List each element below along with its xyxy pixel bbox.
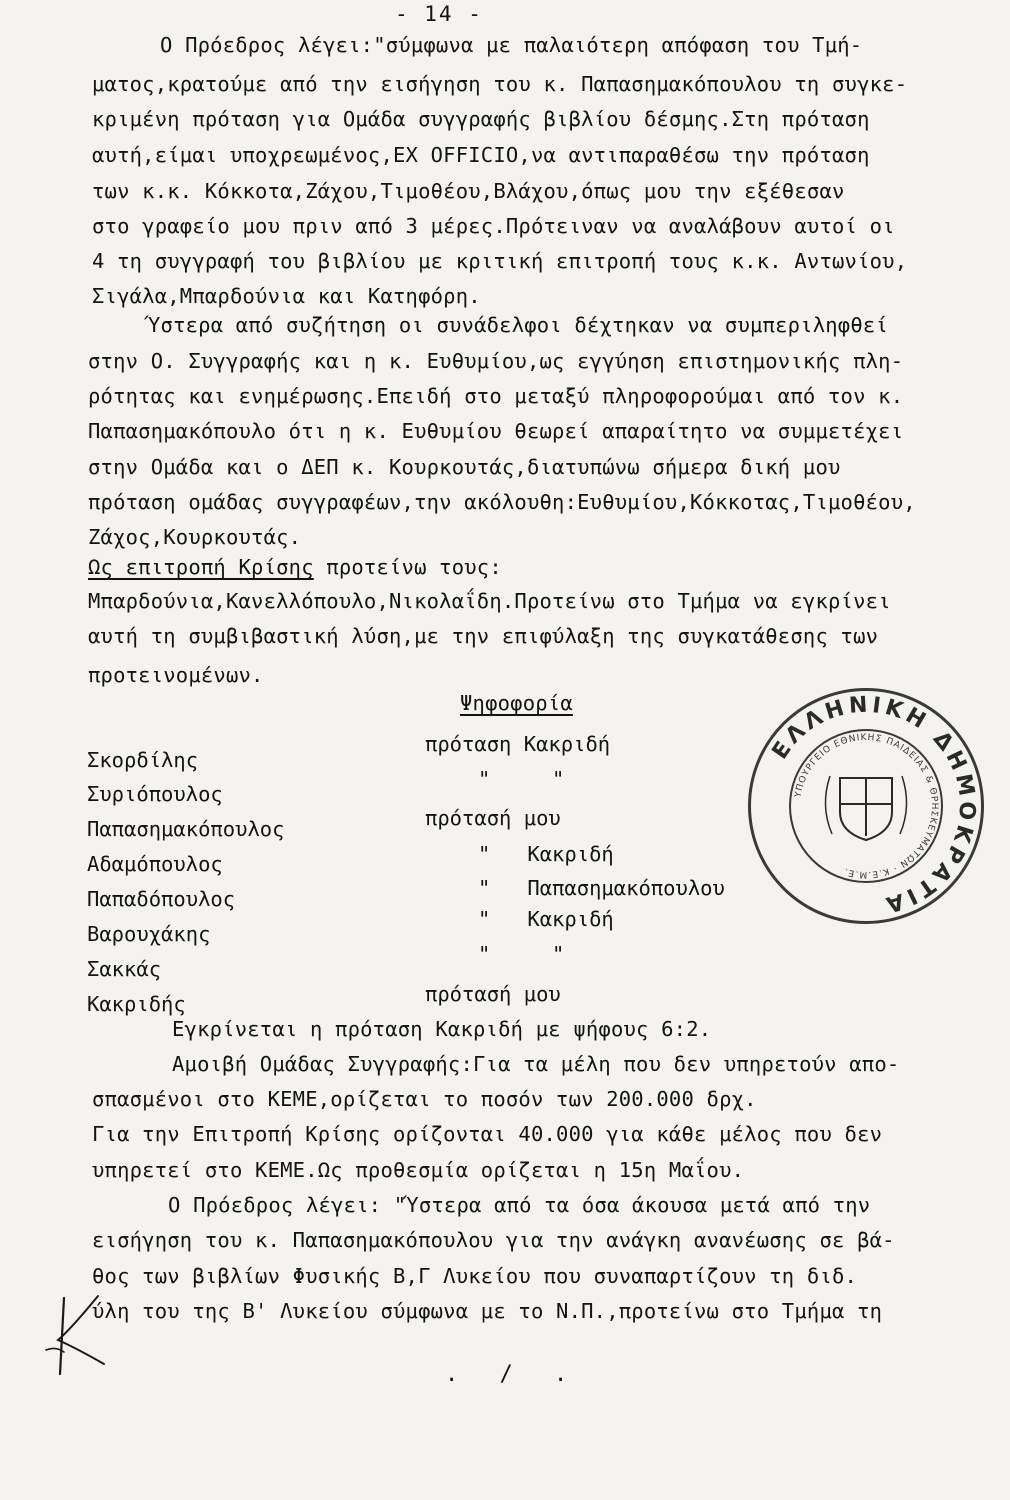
vote-choice: " " [478,942,565,966]
vote-choice: " Κακριδή [478,907,614,931]
committee-line [88,552,502,582]
text-line: αυτή τη συμβιβαστική λύση,με την επιφύλαξη της συγκατάθεσης των [88,624,879,648]
voter-name: Αδαμόπουλος [87,852,223,876]
text-line: των κ.κ. Κόκκοτα,Ζάχου,Τιμοθέου,Βλάχου,όπως μου την εξέθεσαν [92,179,845,203]
voter-name: Σακκάς [87,957,162,981]
text-line: Σιγάλα,Μπαρδούνια και Κατηφόρη. [92,284,481,308]
text-line: ρότητας και ενημέρωσης.Επειδή στο μεταξύ πληροφορούμαι από τον κ. [88,384,904,408]
vote-choice: πρόταση Κακριδή [425,732,611,756]
stamp-inner-ring [789,729,943,883]
text-line: Παπασημακόπουλο ότι η κ. Ευθυμίου θεωρεί απαραίτητο να συμμετέχει [88,419,904,443]
text-line: υπηρετεί στο ΚΕΜΕ.Ως προθεσμία ορίζεται η 15η Μαΐου. [92,1158,745,1182]
continuation-marks: . / . [445,1362,582,1387]
text-line: αυτή,είμαι υποχρεωμένος,EX OFFICIO,να αντιπαραθέσω την πρόταση [92,143,870,167]
text-line: Ύστερα από συζήτηση οι συνάδελφοι δέχτηκαν να συμπεριληφθεί [148,313,888,337]
text-line: προτεινομένων. [88,663,264,687]
vote-choice: " " [478,767,565,791]
vote-choice: πρότασή μου [425,806,561,830]
voter-name: Παπασημακόπουλος [87,817,285,841]
text-line: εισήγηση του κ. Παπασημακόπουλου για την ανάγκη ανανέωσης σε βά- [92,1228,895,1252]
voter-name: Σκορδίλης [87,748,199,772]
text-line: Εγκρίνεται η πρόταση Κακριδή με ψήφους 6:2. [172,1017,712,1041]
committee-label: Ως επιτροπή Κρίσης [88,555,314,579]
vote-choice: " Παπασημακόπουλου [478,876,725,900]
stamp-inner-text: ΥΠΟΥΡΓΕΙΟ ΕΘΝΙΚΗΣ ΠΑΙΔΕΙΑΣ & ΘΡΗΣΚΕΥΜΑΤΩΝ · Κ.Ε.Μ.Ε. [793,732,940,880]
text-line: Ο Πρόεδρος λέγει:"σύμφωνα με παλαιότερη απόφαση του Τμή- [160,33,863,57]
text-line: πρόταση ομάδας συγγραφέων,την ακόλουθη:Ευθυμίου,Κόκκοτας,Τιμοθέου, [88,490,916,514]
signature-initial [40,1290,110,1380]
committee-rest: προτείνω τους: [313,555,502,579]
text-line: κριμένη πρόταση για Ομάδα συγγραφής βιβλίου δέσμης.Στη πρόταση [92,107,870,131]
text-line: Ο Πρόεδρος λέγει: "Ύστερα από τα όσα άκουσα μετά από την [168,1193,871,1217]
official-stamp [748,688,984,924]
stamp-outer-text: ΕΛΛΗΝΙΚΗ ΔΗΜΟΚΡΑΤΙΑ [767,692,980,918]
voting-heading: Ψηφοφορία [460,691,573,715]
text-line: 4 τη συγγραφή του βιβλίου με κριτική επιτροπή τους κ.κ. Αντωνίου, [92,249,908,273]
text-line: Μπαρδούνια,Κανελλόπουλο,Νικολαΐδη.Προτείνω στο Τμήμα να εγκρίνει [88,589,891,613]
text-line: Αμοιβή Ομάδας Συγγραφής:Για τα μέλη που δεν υπηρετούν απο- [172,1052,900,1076]
text-line: στην Ομάδα και ο ΔΕΠ κ. Κουρκουτάς,διατυπώνω σήμερα δική μου [88,455,841,479]
text-line: ύλη του της Β' Λυκείου σύμφωνα με το Ν.Π.,προτείνω στο Τμήμα τη [92,1299,883,1323]
page-number: - 14 - [395,2,483,26]
text-line: ματος,κρατούμε από την εισήγηση του κ. Παπασημακόπουλου τη συγκε- [92,72,908,96]
text-line: Για την Επιτροπή Κρίσης ορίζονται 40.000 για κάθε μέλος που δεν [92,1122,883,1146]
text-line: Ζάχος,Κουρκουτάς. [88,525,302,549]
vote-choice: πρότασή μου [425,982,561,1006]
voter-name: Βαρουχάκης [87,922,211,946]
text-line: σπασμένοι στο ΚΕΜΕ,ορίζεται το ποσόν των 200.000 δρχ. [92,1087,757,1111]
text-line: θος των βιβλίων Φυσικής Β,Γ Λυκείου που συναπαρτίζουν τη διδ. [92,1264,858,1288]
text-line: στην Ο. Συγγραφής και η κ. Ευθυμίου,ως εγγύηση επιστημονικής πλη- [88,349,904,373]
voter-name: Παπαδόπουλος [87,887,236,911]
voter-name: Συριόπουλος [87,782,223,806]
text-line: στο γραφείο μου πριν από 3 μέρες.Πρότειναν να αναλάβουν αυτοί οι [92,214,895,238]
voter-name: Κακριδής [87,992,186,1016]
vote-choice: " Κακριδή [478,842,614,866]
